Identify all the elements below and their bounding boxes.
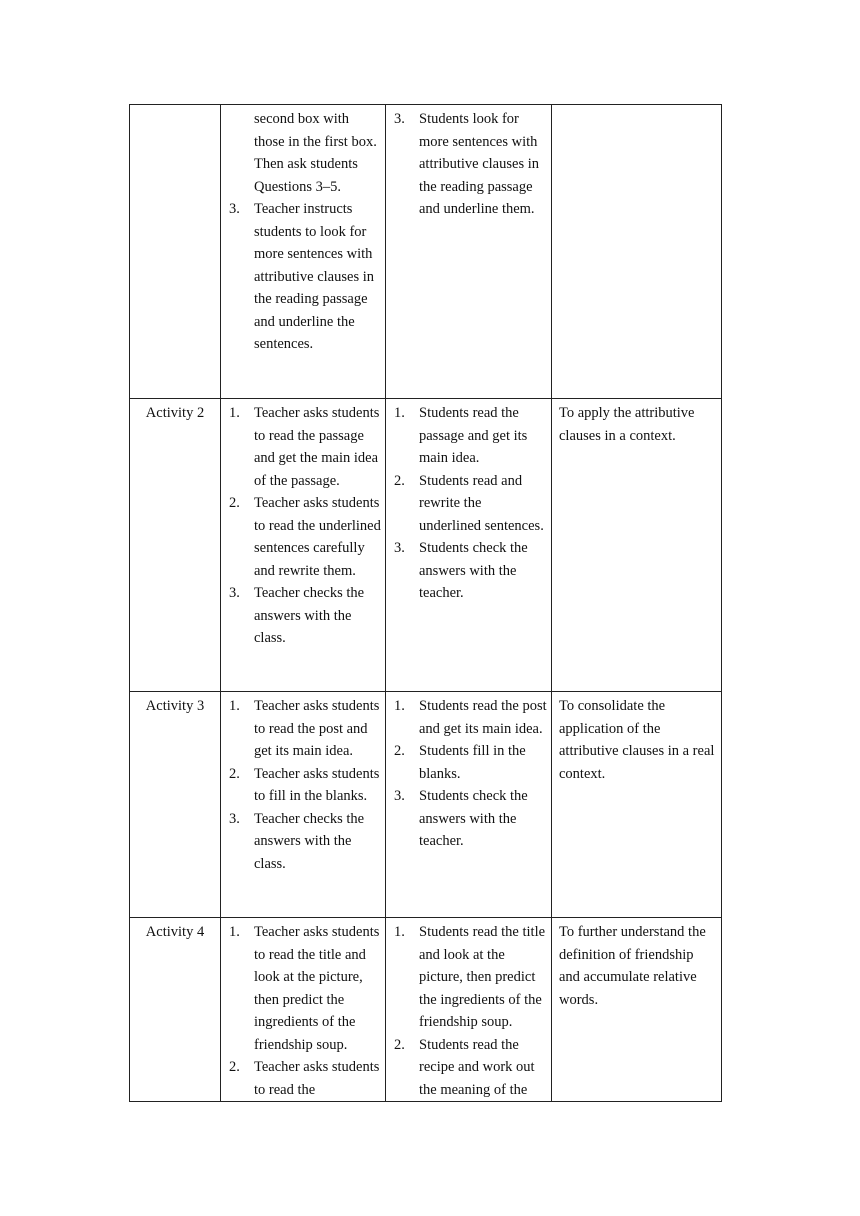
student-activity-cell	[386, 399, 552, 692]
activity-cell	[130, 105, 221, 399]
lesson-plan-table	[129, 104, 722, 1102]
student-activity-cell	[386, 918, 552, 1102]
table-row	[130, 692, 722, 918]
list-item: 1. Students read the post and get its main idea.	[394, 698, 547, 737]
table-row	[130, 399, 722, 692]
list-item: 3. Students look for more sentences with attributive clauses in the reading passage and underline them.	[394, 111, 539, 217]
teacher-activity-cell	[221, 105, 386, 399]
activity-cell: Activity 3	[130, 692, 221, 918]
table-row	[130, 918, 722, 1102]
list-item: 2. Students read and rewrite the underlined sentences.	[394, 472, 544, 534]
purpose-cell: To consolidate the application of the attributive clauses in a real context.	[552, 692, 722, 918]
activity-cell: Activity 4	[130, 918, 221, 1102]
list-item: 2. Teacher asks students to fill in the blanks.	[229, 765, 380, 804]
list-item: second box with those in the first box. Then ask students Questions 3–5.	[254, 111, 377, 195]
list-item: 3. Teacher checks the answers with the class.	[229, 810, 365, 872]
purpose-cell: To further understand the definition of friendship and accumulate relative words.	[552, 918, 722, 1102]
list-item: 2. Teacher asks students to read the underlined sentences carefully and rewrite them.	[229, 495, 381, 579]
teacher-activity-cell	[221, 399, 386, 692]
activity-cell: Activity 2	[130, 399, 221, 692]
student-activity-cell	[386, 692, 552, 918]
list-item: 3. Students check the answers with the teacher.	[394, 788, 528, 849]
list-item: 1. Students read the passage and get its main idea.	[394, 405, 528, 466]
student-activity-cell	[386, 105, 552, 399]
list-item: 1. Teacher asks students to read the title and look at the picture, then predict the ingredients of the friendship soup.	[229, 924, 380, 1053]
list-item: 3. Students check the answers with the teacher.	[394, 540, 528, 601]
list-item: 2. Students read the recipe and work out the meaning of the	[394, 1036, 535, 1098]
purpose-cell: To apply the attributive clauses in a context.	[552, 399, 722, 692]
list-item: 2. Teacher asks students to read the	[229, 1059, 380, 1098]
list-item: 1. Students read the title and look at the picture, then predict the ingredients of the friendship soup.	[394, 924, 546, 1030]
purpose-cell	[552, 105, 722, 399]
table-row	[130, 105, 722, 399]
list-item: 1. Teacher asks students to read the post and get its main idea.	[229, 698, 380, 759]
list-item: 3. Teacher instructs students to look for more sentences with attributive clauses in the reading passage and underline the sentences.	[229, 201, 374, 352]
list-item: 1. Teacher asks students to read the passage and get the main idea of the passage.	[229, 405, 380, 489]
list-item: 2. Students fill in the blanks.	[394, 743, 526, 782]
teacher-activity-cell	[221, 918, 386, 1102]
teacher-activity-cell	[221, 692, 386, 918]
list-item: 3. Teacher checks the answers with the class.	[229, 585, 365, 646]
